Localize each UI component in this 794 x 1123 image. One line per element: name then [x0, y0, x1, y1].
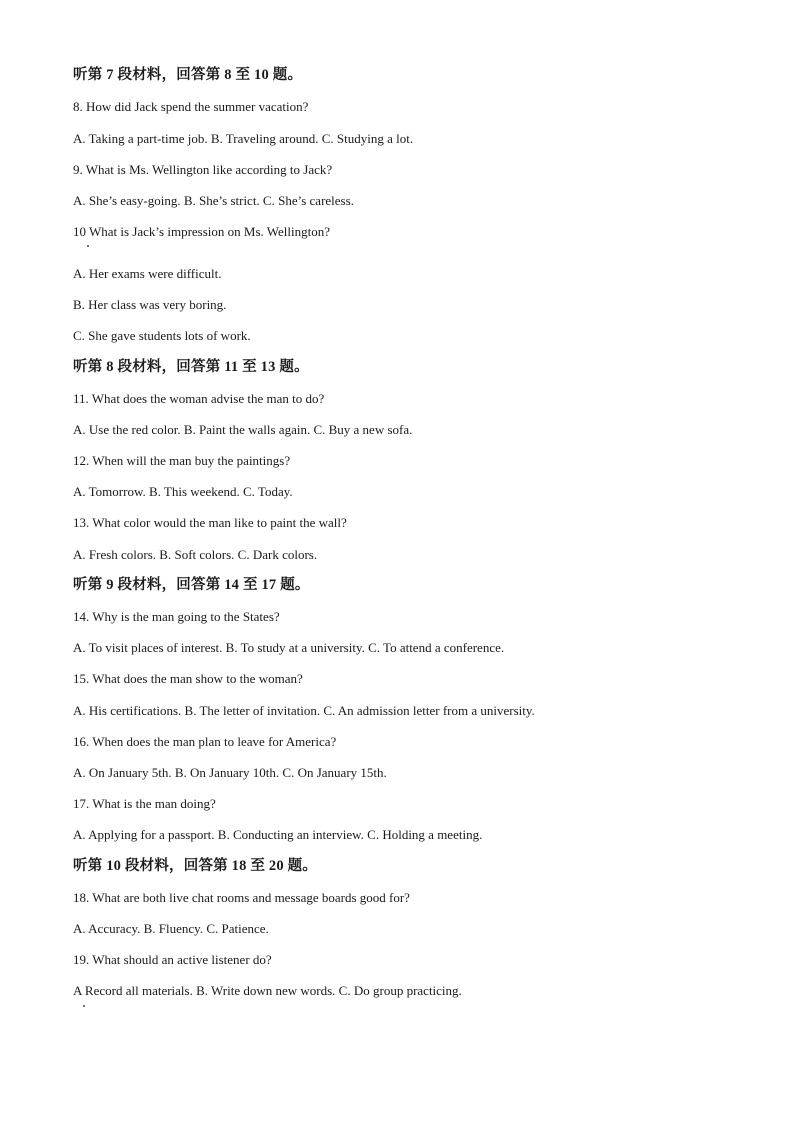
options-9: A. She’s easy-going. B. She’s strict. C. She’s careless.	[73, 193, 354, 208]
question-13: 13. What color would the man like to paint the wall?	[73, 515, 347, 530]
question-10: 10 What is Jack’s impression on Ms. Wellington?	[73, 224, 331, 239]
question-16: 16. When does the man plan to leave for America?	[73, 734, 337, 749]
question-18: 18. What are both live chat rooms and message boards good for?	[73, 890, 410, 905]
section-heading-8: 听第 8 段材料，回答第 11 至 13 题。	[73, 359, 309, 375]
section-heading-10: 听第 10 段材料，回答第 18 至 20 题。	[73, 858, 318, 874]
options-12: A. Tomorrow. B. This weekend. C. Today.	[73, 484, 293, 499]
stray-dot	[87, 245, 89, 247]
option-10-b: B. Her class was very boring.	[73, 297, 227, 312]
question-11: 11. What does the woman advise the man to do?	[73, 391, 325, 406]
option-10-c: C. She gave students lots of work.	[73, 328, 251, 343]
options-17: A. Applying for a passport. B. Conducting an interview. C. Holding a meeting.	[73, 827, 483, 842]
question-9: 9. What is Ms. Wellington like according to Jack?	[73, 162, 333, 177]
options-11: A. Use the red color. B. Paint the walls again. C. Buy a new sofa.	[73, 422, 413, 437]
question-12: 12. When will the man buy the paintings?	[73, 453, 291, 468]
options-13: A. Fresh colors. B. Soft colors. C. Dark colors.	[73, 547, 318, 562]
question-19: 19. What should an active listener do?	[73, 952, 272, 967]
question-15: 15. What does the man show to the woman?	[73, 671, 303, 686]
option-10-a: A. Her exams were difficult.	[73, 266, 222, 281]
question-14: 14. Why is the man going to the States?	[73, 609, 280, 624]
options-19: A Record all materials. B. Write down new words. C. Do group practicing.	[73, 983, 462, 998]
options-16: A. On January 5th. B. On January 10th. C. On January 15th.	[73, 765, 387, 780]
stray-dot	[83, 1005, 85, 1007]
options-8: A. Taking a part-time job. B. Traveling around. C. Studying a lot.	[73, 131, 414, 146]
section-heading-9: 听第 9 段材料，回答第 14 至 17 题。	[73, 577, 310, 593]
section-heading-7: 听第 7 段材料，回答第 8 至 10 题。	[73, 67, 303, 83]
options-14: A. To visit places of interest. B. To study at a university. C. To attend a conference.	[73, 640, 505, 655]
options-15: A. His certifications. B. The letter of invitation. C. An admission letter from a university.	[73, 703, 535, 718]
question-17: 17. What is the man doing?	[73, 796, 216, 811]
options-18: A. Accuracy. B. Fluency. C. Patience.	[73, 921, 269, 936]
question-8: 8. How did Jack spend the summer vacation?	[73, 99, 309, 114]
